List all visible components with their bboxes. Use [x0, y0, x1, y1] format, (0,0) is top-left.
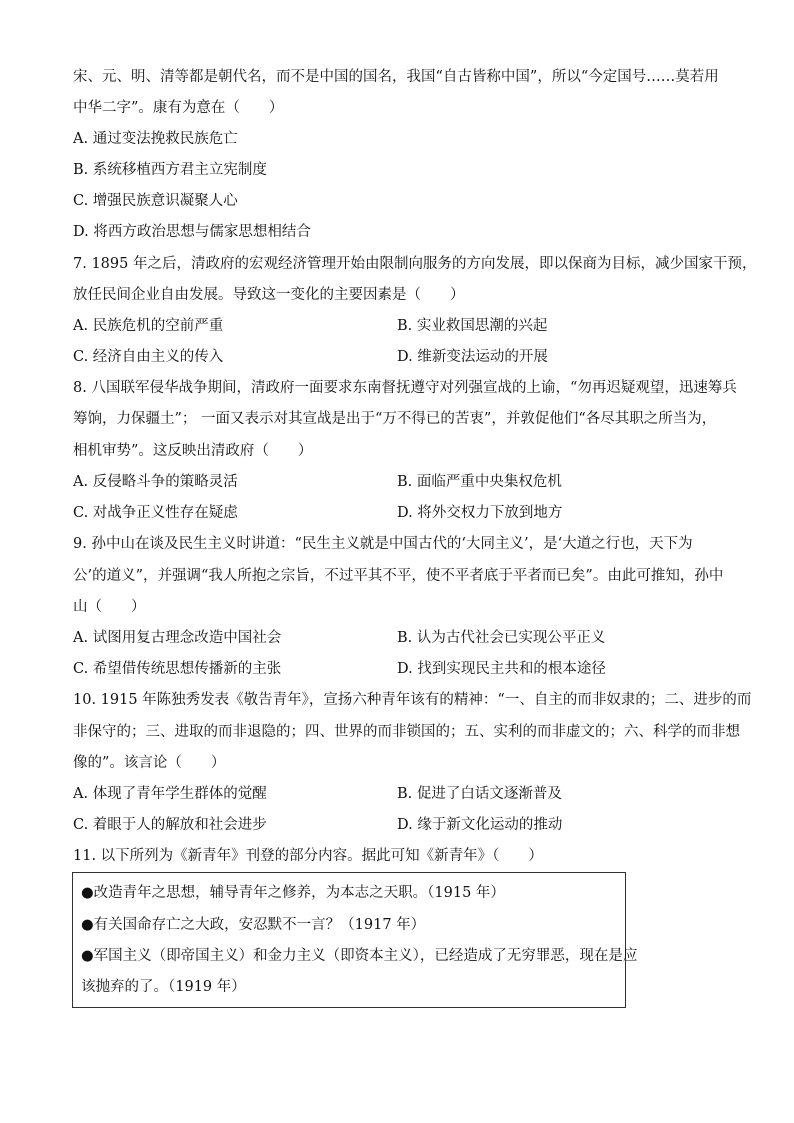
- q11-material-line-1: ●改造青年之思想，辅导青年之修养，为本志之天职。（1915 年）: [81, 885, 505, 901]
- q10-stem-line-3: 像的”。该言论（ ）: [73, 755, 226, 771]
- q9-option-d: D. 找到实现民主共和的根本途径: [397, 661, 606, 677]
- q11-material-box: [72, 872, 638, 1008]
- q8-stem-line-3: 相机审势”。这反映出清政府（ ）: [73, 443, 313, 459]
- q11-material-line-3: ●军国主义（即帝国主义）和金力主义（即资本主义），已经造成了无穷罪恶，现在是应: [81, 948, 638, 964]
- q7-option-d: D. 维新变法运动的开展: [397, 349, 548, 365]
- q10-option-b: B. 促进了白话文逐渐普及: [397, 786, 562, 802]
- q8-option-c: C. 对战争正义性存在疑虑: [73, 505, 238, 521]
- q6-stem-line-1: 宋、元、明、清等都是朝代名，而不是中国的国名，我国“自古皆称中国”，所以“今定国号……莫若用: [73, 69, 719, 85]
- q9-stem-line-1: 9. 孙中山在谈及民生主义时讲道：“民生主义就是中国古代的‘大同主义’，是‘大道之行也，天下为: [73, 536, 693, 552]
- q9-option-a: A. 试图用复古理念改造中国社会: [73, 630, 282, 646]
- q9-option-c: C. 希望借传统思想传播新的主张: [73, 661, 282, 677]
- q8-option-a: A. 反侵略斗争的策略灵活: [73, 474, 238, 490]
- q9-stem-line-3: 山（ ）: [73, 599, 146, 615]
- q10-option-d: D. 缘于新文化运动的推动: [397, 817, 563, 833]
- q6-option-a: A. 通过变法挽救民族危亡: [73, 131, 238, 147]
- q7-stem-line-1: 7. 1895 年之后，清政府的宏观经济管理开始由限制向服务的方向发展，即以保商为目标，减少国家干预，: [73, 256, 757, 272]
- q6-stem-line-2: 中华二字”。康有为意在（ ）: [73, 100, 284, 116]
- q7-option-c: C. 经济自由主义的传入: [73, 349, 224, 365]
- q8-stem-line-2: 筹饷，力保疆土”； 一面又表示对其宣战是出于“万不得已的苦衷”，并敦促他们“各尽其职之所当为，: [73, 411, 717, 427]
- q9-option-b: B. 认为古代社会已实现公平正义: [397, 630, 606, 646]
- q7-stem-line-2: 放任民间企业自由发展。导致这一变化的主要因素是（ ）: [73, 287, 465, 303]
- q7-option-b: B. 实业救国思潮的兴起: [397, 318, 548, 334]
- q8-option-d: D. 将外交权力下放到地方: [397, 505, 563, 521]
- q11-material-line-4: 该抛弃的了。（1919 年）: [81, 979, 246, 995]
- q10-stem-line-2: 非保守的；三、进取的而非退隐的；四、世界的而非锁国的；五、实利的而非虚文的；六、科学的而非想: [73, 724, 740, 740]
- q9-stem-line-2: 公’的道义”，并强调“我人所抱之宗旨，不过平其不平，使不平者底于平者而已矣”。由此可推知，孙中: [73, 568, 724, 584]
- q8-stem-line-1: 8. 八国联军侵华战争期间，清政府一面要求东南督抚遵守对列强宣战的上谕，“勿再迟疑观望，迅速筹兵: [73, 380, 737, 396]
- q11-stem-line-1: 11. 以下所列为《新青年》刊登的部分内容。据此可知《新青年》（ ）: [73, 848, 543, 864]
- q8-option-b: B. 面临严重中央集权危机: [397, 474, 562, 490]
- q7-option-a: A. 民族危机的空前严重: [73, 318, 224, 334]
- q10-option-c: C. 着眼于人的解放和社会进步: [73, 817, 267, 833]
- q11-material-line-2: ●有关国命存亡之大政，安忍默不一言？（1917 年）: [81, 917, 426, 933]
- q6-option-c: C. 增强民族意识凝聚人心: [73, 193, 238, 209]
- q10-stem-line-1: 10. 1915 年陈独秀发表《敬告青年》，宣扬六种青年该有的精神：“一、自主的而非奴隶的；二、进步的而: [73, 692, 752, 708]
- q6-option-b: B. 系统移植西方君主立宪制度: [73, 162, 267, 178]
- q6-option-d: D. 将西方政治思想与儒家思想相结合: [73, 224, 311, 240]
- q10-option-a: A. 体现了青年学生群体的觉醒: [73, 786, 267, 802]
